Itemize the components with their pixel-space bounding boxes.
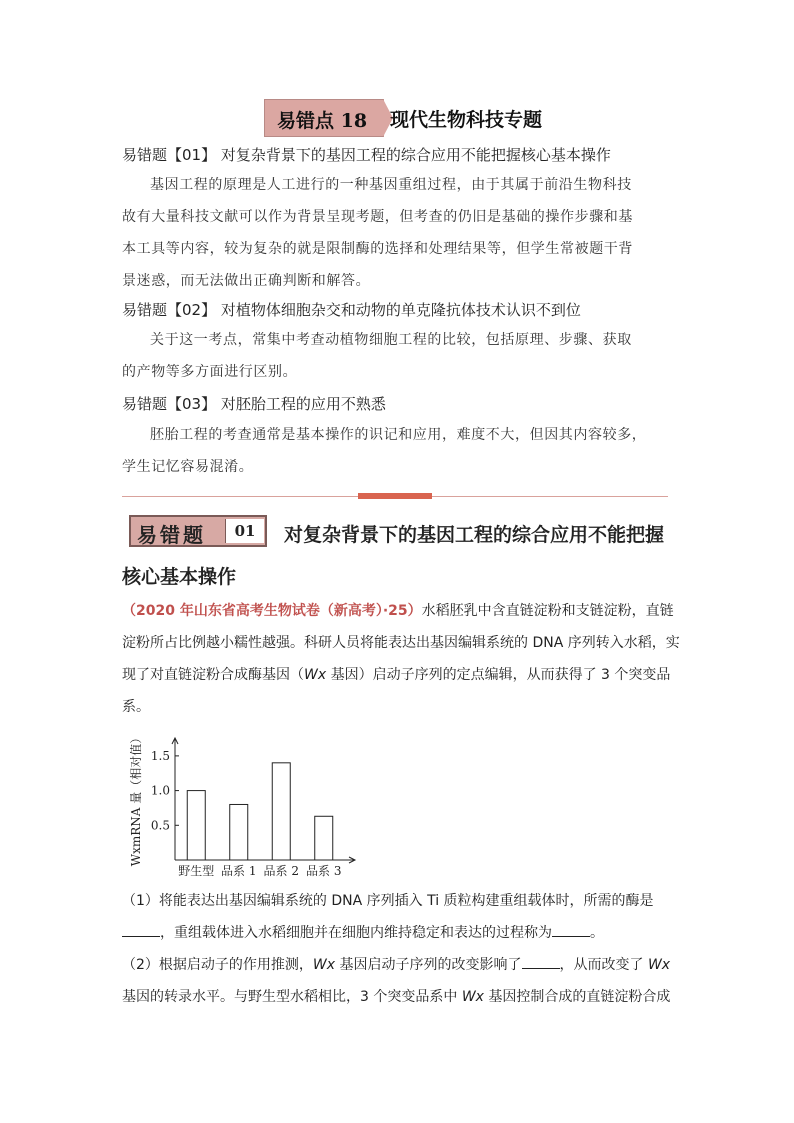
question-line	[122, 917, 682, 949]
y-axis-label: WxmRNA 量（相对值）	[129, 731, 143, 867]
section-title-line1: 对复杂背景下的基因工程的综合应用不能把握	[284, 524, 665, 546]
answer-blank[interactable]	[522, 954, 560, 969]
mistake-02-text	[122, 324, 667, 388]
mistake-01-line: 故有大量科技文献可以作为背景呈现考题，但考查的仍旧是基础的操作步骤和基	[122, 209, 633, 225]
question-text: 基因启动子序列的改变影响了	[335, 957, 522, 973]
question-line	[122, 981, 682, 1013]
x-category-label: 品系 3	[306, 864, 342, 878]
answer-blank[interactable]	[122, 922, 160, 937]
question-text: （1）将能表达出基因编辑系统的 DNA 序列插入 Ti 质粒构建重组载体时，所需的酶是	[122, 893, 654, 909]
problem-text: 水稻胚乳中含直链淀粉和支链淀粉，直链	[421, 603, 674, 619]
problem-text: 基因）启动子序列的定点编辑，从而获得了 3 个突变品	[326, 667, 671, 683]
mistake-03-heading: 易错题【03】 对胚胎工程的应用不熟悉	[122, 395, 386, 413]
x-category-label: 野生型	[178, 864, 215, 878]
mistake-01-line: 景迷惑，而无法做出正确判断和解答。	[122, 273, 371, 289]
section-title-line2: 核心基本操作	[122, 566, 237, 588]
problem-source: （2020 年山东省高考生物试卷（新高考）·25）	[122, 603, 422, 619]
problem-line	[122, 595, 682, 627]
mistake-03-line: 学生记忆容易混淆。	[122, 459, 254, 475]
y-tick-label: 1.0	[150, 783, 170, 798]
mistake-02-heading: 易错题【02】 对植物体细胞杂交和动物的单克隆抗体技术认识不到位	[122, 301, 581, 319]
problem-stem	[122, 595, 682, 723]
banner-title: 现代生物科技专题	[390, 109, 543, 131]
question-text: ，从而改变了	[559, 957, 648, 973]
section-label: 易错题	[137, 523, 206, 547]
mistake-01-text	[122, 169, 667, 297]
question-text: ，重组载体进入水稻细胞并在细胞内维持稳定和表达的过程称为	[160, 925, 552, 941]
section-label-box	[129, 515, 267, 547]
question-block	[122, 885, 682, 1013]
bar	[272, 763, 290, 860]
mistake-02-line: 关于这一考点，常集中考查动植物细胞工程的比较，包括原理、步骤、获取	[150, 332, 632, 348]
mistake-01-heading: 易错题【01】 对复杂背景下的基因工程的综合应用不能把握核心基本操作	[122, 146, 611, 164]
gene-name: Wx	[312, 957, 336, 973]
mistake-03-text	[122, 419, 667, 483]
answer-blank[interactable]	[552, 922, 590, 937]
section-number: 01	[225, 519, 264, 543]
y-tick-label: 0.5	[150, 818, 170, 833]
bar	[315, 816, 333, 860]
mistake-01-line: 本工具等内容，较为复杂的就是限制酶的选择和处理结果等，但学生常被题干背	[122, 241, 633, 257]
question-text: （2）根据启动子的作用推测，	[122, 957, 313, 973]
question-line	[122, 949, 682, 981]
banner-box	[264, 99, 384, 137]
bar	[187, 791, 205, 860]
gene-name: Wx	[304, 667, 327, 683]
chart-layer	[128, 732, 355, 878]
y-tick-label: 1.5	[150, 748, 170, 763]
bar	[230, 804, 248, 860]
mistake-01-line: 基因工程的原理是人工进行的一种基因重组过程，由于其属于前沿生物科技	[150, 177, 632, 193]
gene-name: Wx	[647, 957, 671, 973]
problem-line: 淀粉所占比例越小糯性越强。科研人员将能表达出基因编辑系统的 DNA 序列转入水稻，实	[122, 635, 680, 651]
gene-name: Wx	[461, 989, 484, 1005]
mistake-02-line: 的产物等多方面进行区别。	[122, 364, 298, 380]
x-category-label: 品系 1	[221, 864, 257, 878]
question-line	[122, 885, 682, 917]
divider-accent	[358, 493, 432, 499]
banner-label: 易错点 18	[277, 110, 368, 132]
x-category-label: 品系 2	[263, 864, 299, 878]
problem-line	[122, 659, 682, 691]
mistake-03-line: 胚胎工程的考查通常是基本操作的识记和应用，难度不大，但因其内容较多，	[150, 427, 647, 443]
problem-text: 现了对直链淀粉合成酶基因（	[122, 667, 304, 683]
question-text: 。	[590, 925, 604, 941]
question-text: 基因的转录水平。与野生型水稻相比，3 个突变品系中	[122, 989, 462, 1005]
question-text: 基因控制合成的直链淀粉合成	[483, 989, 671, 1005]
bar-chart	[120, 730, 370, 890]
problem-line: 系。	[122, 699, 150, 715]
